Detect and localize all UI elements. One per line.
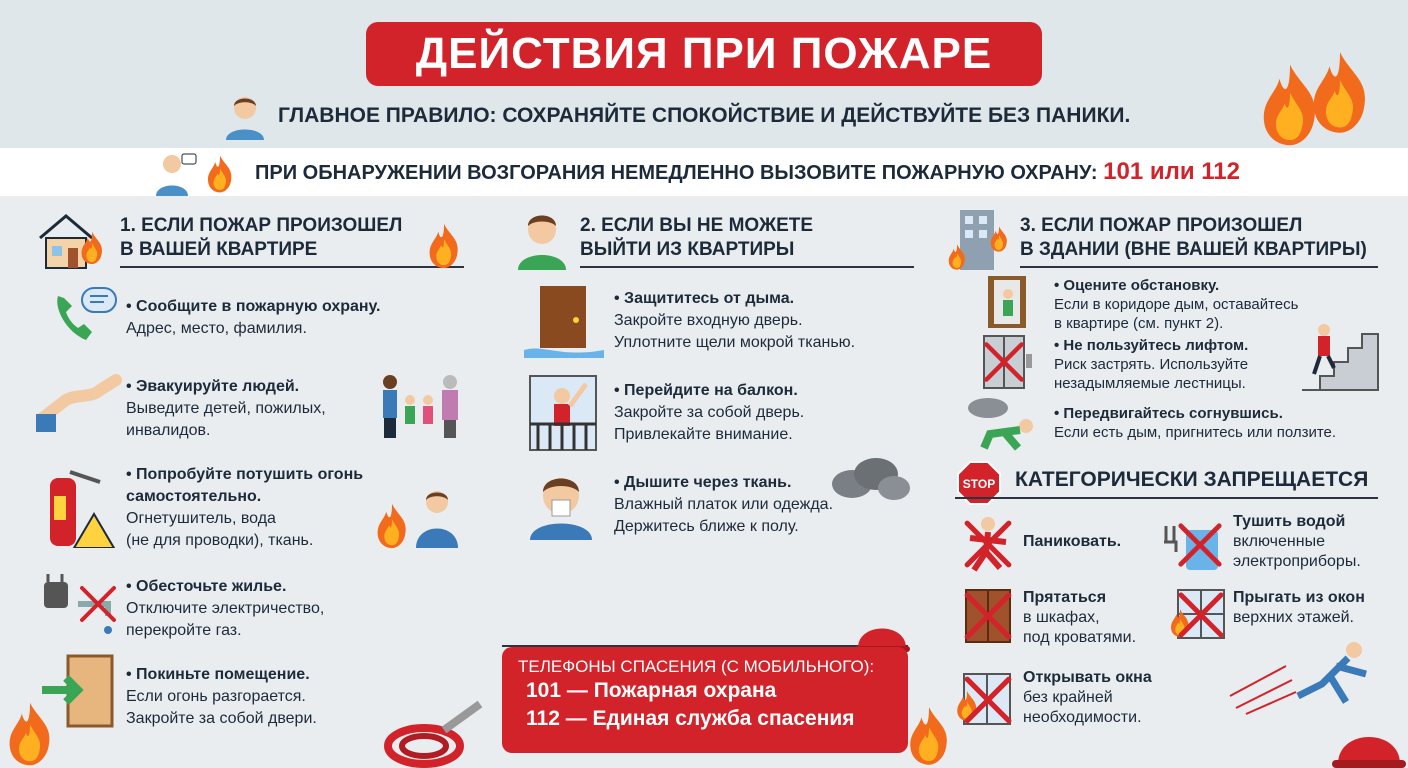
list-item: • Попробуйте потушить огонь самостоятельно. Огнетушитель, вода (не для проводки), ткань. [126,464,426,552]
list-item: • Перейдите на балкон. Закройте за собой дверь. Привлекайте внимание. [614,380,914,446]
smoke-cloud-icon [830,454,912,506]
call-rule-text: ПРИ ОБНАРУЖЕНИИ ВОЗГОРАНИЯ НЕМЕДЛЕННО ВЫЗОВИТЕ ПОЖАРНУЮ ОХРАНУ: [255,162,1098,184]
flame-icon [1255,40,1375,150]
list-item: • Эвакуируйте людей. Выведите детей, пожилых, инвалидов. [126,376,386,442]
flame-icon [204,154,236,194]
water-appliance-icon [1162,512,1226,574]
panic-icon [960,512,1016,574]
cloth-breathing-icon [524,466,598,540]
list-item: • Дышите через ткань. Влажный платок или одежда. Держитесь ближе к полу. [614,472,894,538]
fire-extinguisher-icon [40,462,130,548]
balcony-icon [526,374,600,452]
forbidden-item: Прыгать из окон верхних этажей. [1233,589,1365,626]
crawling-person-icon [966,396,1046,452]
phone-call-icon [152,150,198,196]
phones-title: ТЕЛЕФОНЫ СПАСЕНИЯ (С МОБИЛЬНОГО): [518,657,875,676]
worried-person-icon [516,208,568,270]
forbidden-item: Паниковать. [1023,533,1122,550]
jumping-person-icon [1226,636,1376,716]
list-item: • Не пользуйтесь лифтом. Риск застрять. Используйте незадымляемые лестницы. [1054,336,1294,393]
flame-icon [372,502,412,550]
call-rule [255,158,1240,186]
plug-icon [38,570,122,640]
page-title: ДЕЙСТВИЯ ПРИ ПОЖАРЕ [366,22,1042,86]
forbidden-item: Тушить водой включенные электроприборы. [1233,513,1361,570]
window-icon [954,670,1016,728]
phone-icon [48,284,120,350]
fire-helmet-icon [1332,714,1406,768]
emergency-numbers: 101 или 112 [1103,158,1240,185]
corridor-door-icon [982,274,1032,330]
list-item: • Покиньте помещение. Если огонь разгорается. Закройте за собой двери. [126,664,446,730]
section-heading-building: 3. ЕСЛИ ПОЖАР ПРОИЗОШЕЛ В ЗДАНИИ (ВНЕ ВАШЕЙ КВАРТИРЫ) [1020,214,1378,268]
forbidden-title: КАТЕГОРИЧЕСКИ ЗАПРЕЩАЕТСЯ [1015,468,1369,491]
phone-line: 101 — Пожарная охрана [526,679,777,702]
flame-icon [424,222,464,270]
house-icon [36,210,106,270]
list-item: • Обесточьте жилье. Отключите электричество, перекройте газ. [126,576,446,642]
flame-icon [2,700,58,768]
list-item: • Оцените обстановку. Если в коридоре дым, оставайтесь в квартире (см. пункт 2). [1054,276,1354,333]
svg-text:STOP: STOP [962,477,996,491]
divider [955,497,1378,499]
list-item: • Передвигайтесь согнувшись. Если есть дым, пригнитесь или ползите. [1054,404,1394,442]
emergency-phones [502,647,908,753]
list-item: • Сообщите в пожарную охрану. Адрес, место, фамилия. [126,296,446,340]
wardrobe-icon [960,586,1016,646]
section-heading-apartment: 1. ЕСЛИ ПОЖАР ПРОИЗОШЕЛ В ВАШЕЙ КВАРТИРЕ [120,214,464,268]
section-heading-cannot-exit: 2. ЕСЛИ ВЫ НЕ МОЖЕТЕ ВЫЙТИ ИЗ КВАРТИРЫ [580,214,914,268]
person-icon [412,486,462,548]
phone-line: 112 — Единая служба спасения [526,707,855,730]
stop-sign-icon [956,460,1002,506]
family-icon [378,370,468,440]
elevator-icon [980,334,1036,390]
stairs-icon [1300,316,1380,392]
list-item: • Защититесь от дыма. Закройте входную дверь. Уплотните щели мокрой тканью. [614,288,914,354]
building-icon [946,208,1012,272]
flame-icon [904,704,954,768]
forbidden-item: Прятаться в шкафах, под кроватями. [1023,589,1137,646]
forbidden-item: Открывать окна без крайней необходимости. [1023,669,1152,726]
jump-window-icon [1168,586,1228,644]
person-icon [222,92,268,140]
main-rule: ГЛАВНОЕ ПРАВИЛО: СОХРАНЯЙТЕ СПОКОЙСТВИЕ И ДЕЙСТВУЙТЕ БЕЗ ПАНИКИ. [278,104,1131,127]
hands-icon [36,370,126,436]
fire-helmet-icon [854,612,910,652]
door-icon [522,284,606,360]
fire-hose-icon [384,690,494,768]
